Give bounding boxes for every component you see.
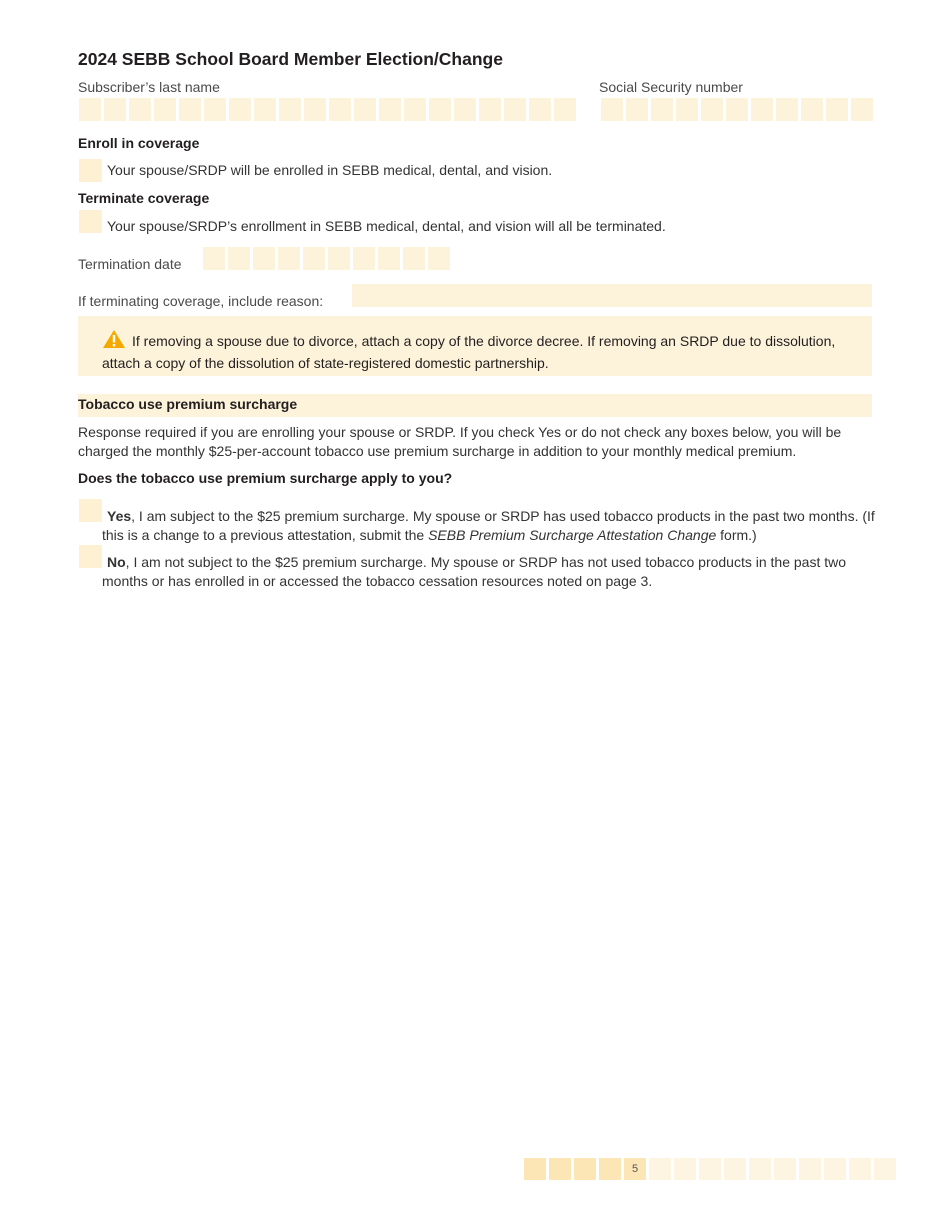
enroll-option-text: Your spouse/SRDP will be enrolled in SEBB medical, dental, and vision. (107, 162, 553, 178)
tobacco-heading: Tobacco use premium surcharge (78, 396, 298, 412)
termination-date-input[interactable] (203, 247, 450, 270)
attestation-form-name: SEBB Premium Surcharge Attestation Change (428, 527, 717, 543)
last-name-input[interactable] (79, 98, 576, 121)
no-label: No (107, 554, 126, 570)
tobacco-no-checkbox[interactable] (79, 545, 102, 568)
yes-label: Yes (107, 508, 132, 524)
terminate-option-text: Your spouse/SRDP’s enrollment in SEBB medical, dental, and vision will all be terminated. (107, 218, 666, 234)
page-number: 5 (624, 1158, 646, 1180)
yes-text-1: , I am subject to the $25 premium surcharge. My spouse or SRDP has used tobacco products in the past two months. (If this is a change to a previous attestation, submit the (102, 508, 875, 543)
enroll-checkbox[interactable] (79, 159, 102, 182)
terminate-checkbox[interactable] (79, 210, 102, 233)
notice-text: If removing a spouse due to divorce, attach a copy of the divorce decree. If removing an SRDP due to dissolution, attach a copy of the dissolution of state-registered domestic partnership. (102, 333, 836, 371)
terminate-heading: Terminate coverage (78, 190, 210, 206)
tobacco-intro: Response required if you are enrolling your spouse or SRDP. If you check Yes or do not check any boxes below, you will be charged the monthly $25-per-account tobacco use premium surcharge in addition to your monthly medical premium. (78, 424, 842, 459)
enroll-heading: Enroll in coverage (78, 135, 200, 151)
tobacco-yes-option (102, 507, 878, 545)
no-text: , I am not subject to the $25 premium surcharge. My spouse or SRDP has not used tobacco products in the past two months or has enrolled in or accessed the tobacco cessation resources noted on page 3. (102, 554, 847, 589)
tobacco-question: Does the tobacco use premium surcharge apply to you? (78, 470, 453, 486)
divorce-notice (78, 316, 872, 376)
form-title: 2024 SEBB School Board Member Election/Change (78, 49, 503, 69)
termination-date-label: Termination date (78, 256, 182, 272)
page-footer (524, 1158, 896, 1180)
tobacco-section-band (78, 394, 872, 417)
ssn-label: Social Security number (599, 79, 743, 95)
yes-text-2: form.) (716, 527, 757, 543)
last-name-label: Subscriber’s last name (78, 79, 220, 95)
ssn-input[interactable] (601, 98, 873, 121)
tobacco-yes-checkbox[interactable] (79, 499, 102, 522)
warning-icon (102, 329, 126, 354)
termination-reason-input[interactable] (352, 284, 872, 307)
termination-reason-label: If terminating coverage, include reason: (78, 293, 324, 309)
tobacco-no-option (102, 553, 878, 591)
